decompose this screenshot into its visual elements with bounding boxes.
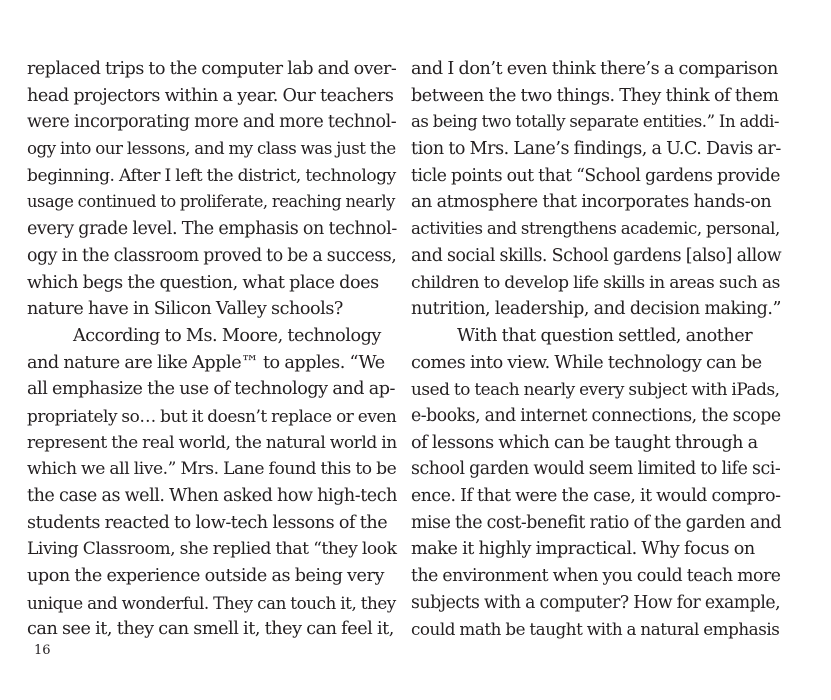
text-line: represent the real world, the natural world in bbox=[27, 432, 397, 453]
text-line: upon the experience outside as being very bbox=[27, 566, 384, 587]
text-line: usage continued to proliferate, reaching nearly bbox=[27, 192, 395, 212]
text-line: can see it, they can smell it, they can feel it, bbox=[27, 619, 394, 640]
text-line: tion to Mrs. Lane’s findings, a U.C. Davis ar- bbox=[411, 139, 781, 160]
text-line: and I don’t even think there’s a comparison bbox=[411, 59, 778, 79]
text-line: an atmosphere that incorporates hands-on bbox=[411, 192, 772, 213]
text-line: and social skills. School gardens [also] allow bbox=[411, 245, 782, 266]
text-line: every grade level. The emphasis on technol- bbox=[27, 219, 397, 240]
text-line: which we all live.” Mrs. Lane found this to be bbox=[27, 459, 397, 480]
left-text-column bbox=[27, 56, 397, 643]
right-text-column bbox=[411, 56, 781, 643]
text-line: as being two totally separate entities.” In addi- bbox=[411, 112, 780, 132]
text-line: school garden would seem limited to life sci- bbox=[411, 459, 781, 480]
text-line: were incorporating more and more technol- bbox=[27, 112, 397, 133]
text-line: Living Classroom, she replied that “they look bbox=[27, 539, 397, 560]
text-line: beginning. After I left the district, technology bbox=[27, 165, 396, 186]
text-line: nature have in Silicon Valley schools? bbox=[27, 299, 343, 320]
text-line: make it highly impractical. Why focus on bbox=[411, 539, 755, 560]
text-line: could math be taught with a natural emphasis bbox=[411, 619, 780, 640]
text-line: which begs the question, what place does bbox=[27, 272, 379, 293]
text-line: all emphasize the use of technology and ap- bbox=[27, 379, 396, 400]
text-line: children to develop life skills in areas such as bbox=[411, 272, 780, 293]
text-line: subjects with a computer? How for example, bbox=[411, 592, 781, 613]
text-line: ence. If that were the case, it would compro- bbox=[411, 486, 781, 506]
text-line: between the two things. They think of them bbox=[411, 85, 779, 106]
text-line: students reacted to low-tech lessons of the bbox=[27, 512, 388, 533]
text-line: mise the cost-benefit ratio of the garden and bbox=[411, 512, 782, 533]
text-line: head projectors within a year. Our teachers bbox=[27, 85, 394, 106]
text-line: With that question settled, another bbox=[457, 325, 753, 346]
text-line: nutrition, leadership, and decision making.” bbox=[411, 299, 782, 320]
text-line: ticle points out that “School gardens provide bbox=[411, 165, 780, 186]
text-line: According to Ms. Moore, technology bbox=[73, 325, 381, 346]
text-line: activities and strengthens academic, personal, bbox=[411, 219, 780, 239]
text-line: ogy in the classroom proved to be a success, bbox=[27, 245, 397, 266]
text-line: used to teach nearly every subject with iPads, bbox=[411, 379, 780, 400]
text-line: unique and wonderful. They can touch it, they bbox=[27, 592, 396, 613]
page-number: 16 bbox=[34, 643, 51, 658]
text-line: the environment when you could teach more bbox=[411, 566, 781, 587]
text-line: comes into view. While technology can be bbox=[411, 352, 762, 373]
text-line: e-books, and internet connections, the scope bbox=[411, 405, 781, 426]
text-line: replaced trips to the computer lab and over- bbox=[27, 59, 397, 79]
text-line: propriately so… but it doesn’t replace or even bbox=[27, 405, 397, 426]
text-line: of lessons which can be taught through a bbox=[411, 432, 758, 453]
text-line: and nature are like Apple™ to apples. “We bbox=[27, 352, 385, 373]
text-line: ogy into our lessons, and my class was just the bbox=[27, 139, 396, 159]
text-line: the case as well. When asked how high-tech bbox=[27, 486, 397, 506]
